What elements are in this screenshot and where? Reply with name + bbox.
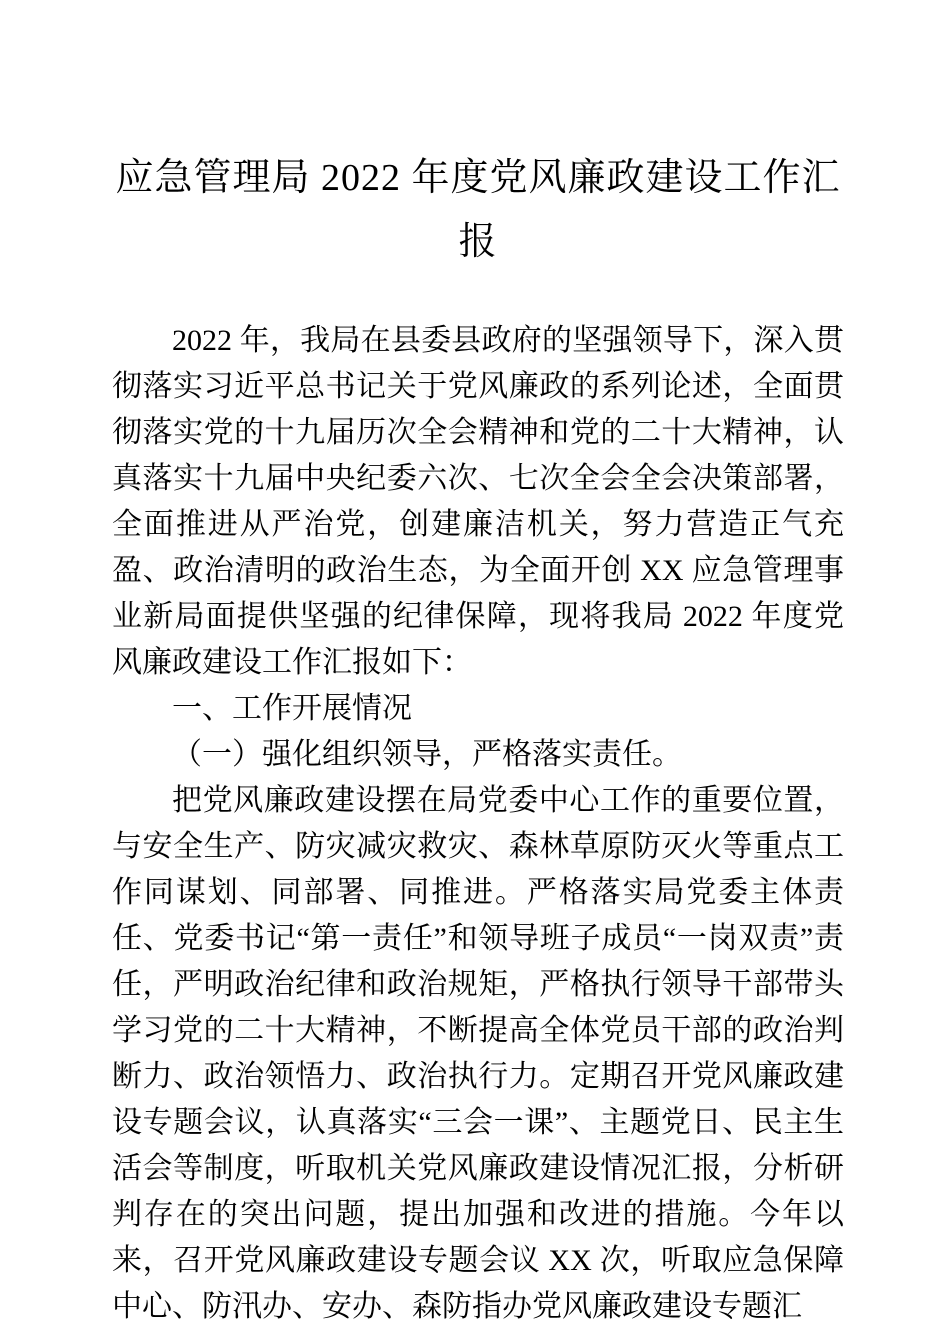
- body-paragraph: 把党风廉政建设摆在局党委中心工作的重要位置，与安全生产、防灾减灾救灾、森林草原防灭火等重点工作同谋划、同部署、同推进。严格落实局党委主体责任、党委书记“第一责任”和领导班子成员“一岗双责”责任，严明政治纪律和政治规矩，严格执行领导干部带头学习党的二十大精神，不断提高全体党员干部的政治判断力、政治领悟力、政治执行力。定期召开党风廉政建设专题会议，认真落实“三会一课”、主题党日、民主生活会等制度，听取机关党风廉政建设情况汇报，分析研判存在的突出问题，提出加强和改进的措施。今年以来，召开党风廉政建设专题会议 XX 次，听取应急保障中心、防汛办、安办、森防指办党风廉政建设专题汇: [112, 784, 844, 1323]
- section-heading: 一、工作开展情况: [172, 692, 412, 725]
- intro-paragraph: 2022 年，我局在县委县政府的坚强领导下，深入贯彻落实习近平总书记关于党风廉政的系列论述，全面贯彻落实党的十九届历次全会精神和党的二十大精神，认真落实十九届中央纪委六次、七次全会全会决策部署，全面推进从严治党，创建廉洁机关，努力营造正气充盈、政治清明的政治生态，为全面开创 XX 应急管理事业新局面提供坚强的纪律保障，现将我局 2022 年度党风廉政建设工作汇报如下：: [112, 324, 844, 679]
- document-body: [0, 274, 950, 1330]
- title-line-1: 应急管理局 2022 年度党风廉政建设工作汇: [115, 157, 841, 199]
- subsection-heading: （一）强化组织领导，严格落实责任。: [172, 738, 682, 771]
- title-line-2: 报: [458, 221, 498, 263]
- document-title: [0, 0, 950, 274]
